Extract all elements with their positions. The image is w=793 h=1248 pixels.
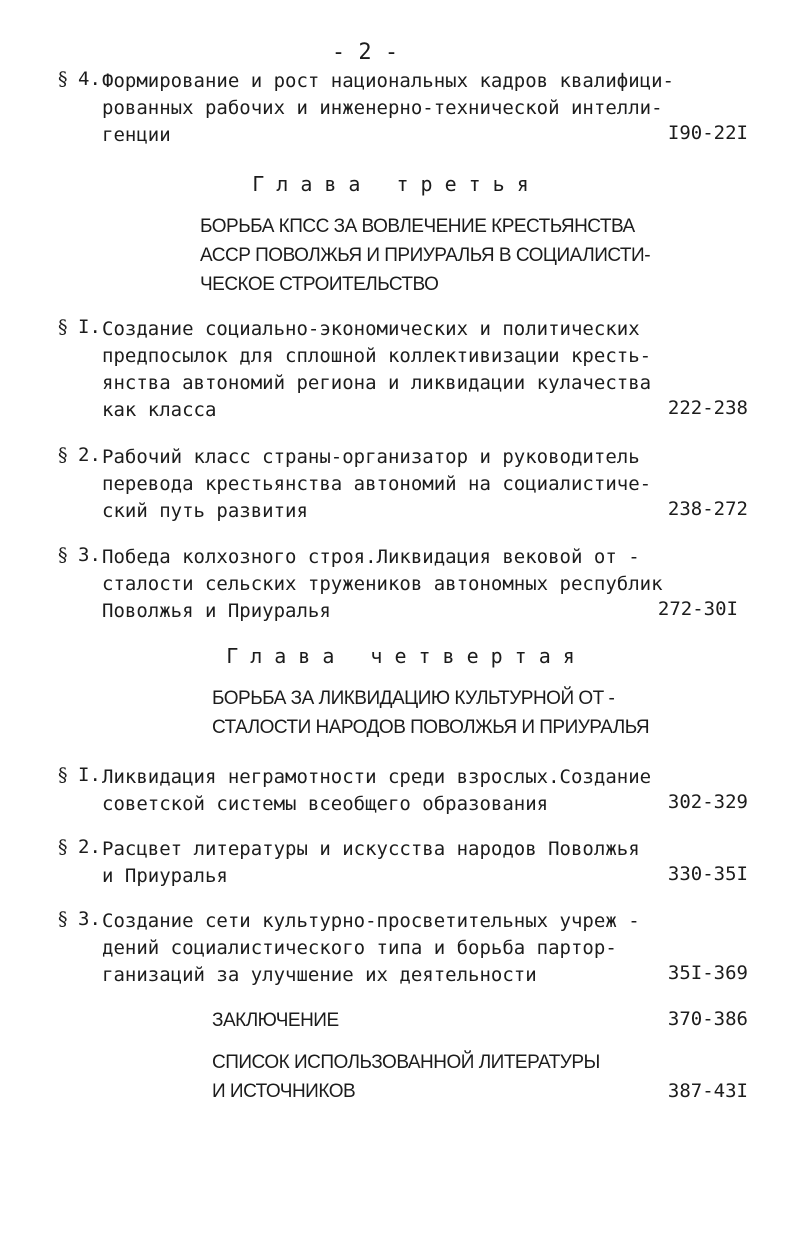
entry-number: 4. <box>78 68 101 90</box>
chapter-3-heading-line: АССР ПОВОЛЖЬЯ И ПРИУРАЛЬЯ В СОЦИАЛИСТИ- <box>200 245 651 266</box>
entry-line: Создание сети культурно-просветительных учреж - <box>102 910 640 932</box>
entry-line: Формирование и рост национальных кадров квалифици- <box>102 70 674 92</box>
chapter-4-title: Глава четвертая <box>226 644 587 668</box>
toc-entry-4-top <box>58 68 748 152</box>
chapter-4-heading-line: СТАЛОСТИ НАРОДОВ ПОВОЛЖЬЯ И ПРИУРАЛЬЯ <box>212 717 650 738</box>
toc-entry-4-1 <box>58 764 748 820</box>
entry-line: рованных рабочих и инженерно-технической интелли- <box>102 97 663 119</box>
entry-pages: 330-35I <box>667 863 748 885</box>
entry-pages: 272-30I <box>657 598 738 620</box>
entry-line: янства автономий региона и ликвидации кулачества <box>102 372 652 394</box>
bibliography-label-line: СПИСОК ИСПОЛЬЗОВАННОЙ ЛИТЕРАТУРЫ <box>212 1052 600 1073</box>
chapter-3-heading-line: ЧЕСКОЕ СТРОИТЕЛЬСТВО <box>200 274 439 295</box>
entry-line: ганизаций за улучшение их деятельности <box>102 964 537 986</box>
entry-line: генции <box>102 124 171 146</box>
entry-line: советской системы всеобщего образования <box>102 793 549 815</box>
entry-pages: 222-238 <box>667 397 748 419</box>
entry-line: Расцвет литературы и искусства народов Поволжья <box>102 838 640 860</box>
entry-pages: 302-329 <box>667 791 748 813</box>
toc-entry-3-1 <box>58 316 748 426</box>
entry-number: 3. <box>78 544 101 566</box>
toc-entry-4-3 <box>58 908 748 992</box>
section-sign: § <box>58 68 68 90</box>
section-sign: § <box>58 908 68 930</box>
entry-line: Создание социально-экономических и политических <box>102 318 640 340</box>
entry-line: сталости сельских тружеников автономных республик <box>102 573 663 595</box>
entry-number: I. <box>78 764 101 786</box>
entry-pages: I90-22I <box>667 122 748 144</box>
entry-line: Ликвидация неграмотности среди взрослых.Создание <box>102 766 652 788</box>
entry-line: и Приуралья <box>102 865 228 887</box>
section-sign: § <box>58 316 68 338</box>
entry-line: как класса <box>102 399 217 421</box>
entry-line: Рабочий класс страны-организатор и руководитель <box>102 446 640 468</box>
toc-entry-3-2 <box>58 444 748 528</box>
entry-number: 2. <box>78 444 101 466</box>
entry-line: перевода крестьянства автономий на социалистиче- <box>102 473 652 495</box>
section-sign: § <box>58 764 68 786</box>
section-sign: § <box>58 444 68 466</box>
entry-line: Поволжья и Приуралья <box>102 600 331 622</box>
entry-number: I. <box>78 316 101 338</box>
entry-number: 3. <box>78 908 101 930</box>
entry-number: 2. <box>78 836 101 858</box>
entry-pages: 35I-369 <box>667 962 748 984</box>
chapter-3-title: Глава третья <box>252 172 541 196</box>
bibliography-pages: 387-43I <box>667 1080 748 1102</box>
chapter-3-heading-line: БОРЬБА КПСС ЗА ВОВЛЕЧЕНИЕ КРЕСТЬЯНСТВА <box>200 216 635 237</box>
section-sign: § <box>58 544 68 566</box>
conclusion-pages: 370-386 <box>667 1008 748 1030</box>
conclusion-label: ЗАКЛЮЧЕНИЕ <box>212 1010 339 1031</box>
chapter-4-heading-line: БОРЬБА ЗА ЛИКВИДАЦИЮ КУЛЬТУРНОЙ ОТ - <box>212 688 615 709</box>
entry-pages: 238-272 <box>667 498 748 520</box>
section-sign: § <box>58 836 68 858</box>
bibliography-label-line: И ИСТОЧНИКОВ <box>212 1081 356 1102</box>
page-number: - 2 - <box>331 40 399 65</box>
toc-entry-3-3 <box>58 544 748 628</box>
entry-line: ский путь развития <box>102 500 308 522</box>
entry-line: предпосылок для сплошной коллективизации кресть- <box>102 345 652 367</box>
entry-line: дений социалистического типа и борьба партор- <box>102 937 617 959</box>
entry-line: Победа колхозного строя.Ликвидация вековой от - <box>102 546 640 568</box>
toc-entry-4-2 <box>58 836 748 892</box>
